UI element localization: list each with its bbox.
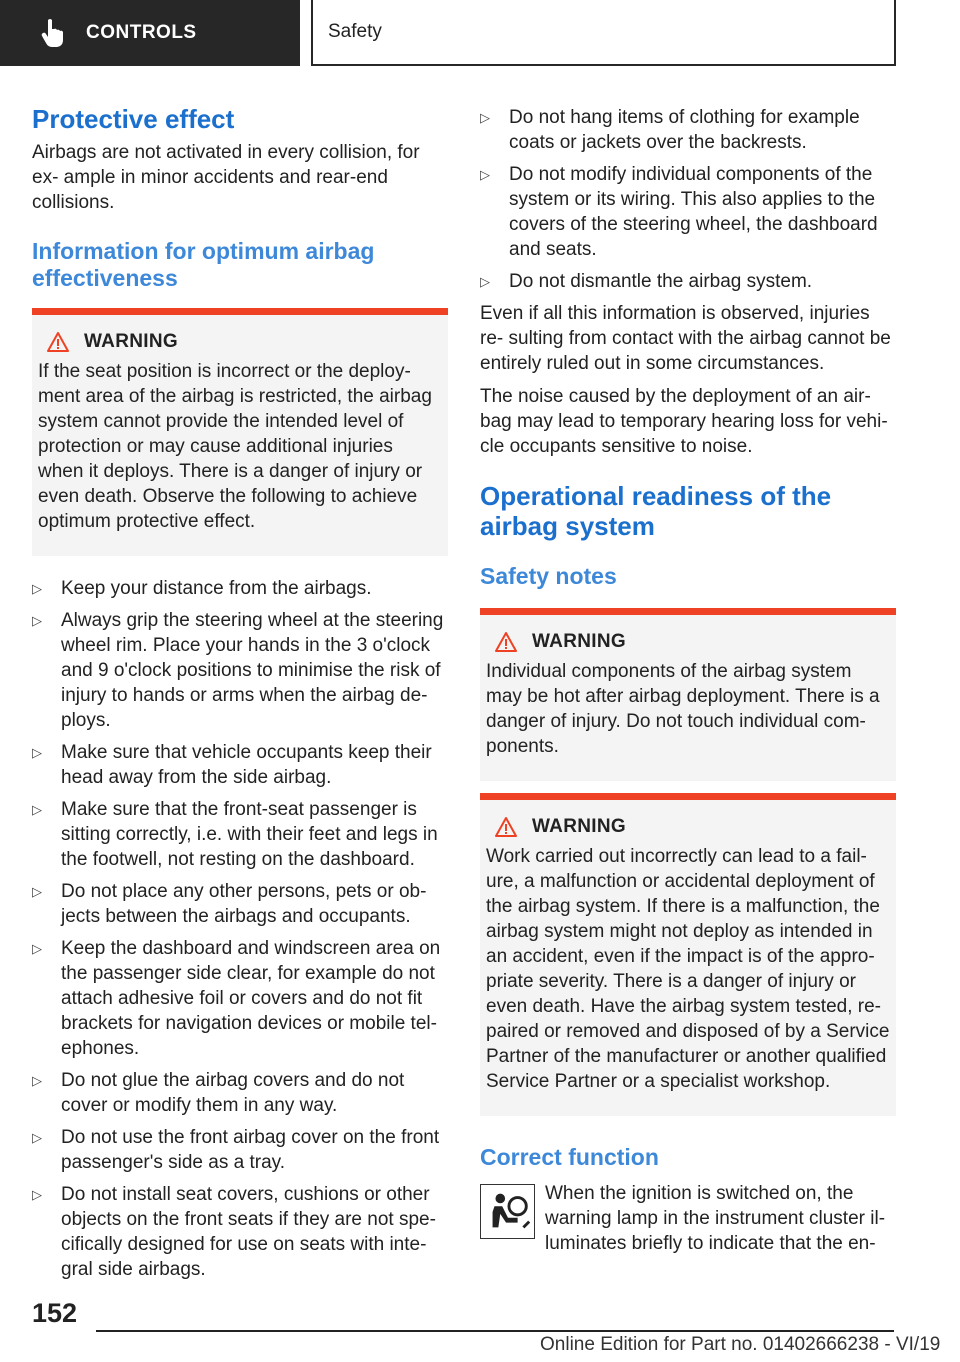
warning-box-seat-position <box>32 308 448 556</box>
list-item-text: Make sure that vehicle occupants keep their head away from the side airbag. <box>61 742 432 788</box>
warning-triangle-icon <box>494 631 518 653</box>
list-item <box>32 1125 448 1175</box>
list-item <box>32 1182 448 1282</box>
list-item-text: Keep your distance from the airbags. <box>61 578 372 599</box>
footer-divider <box>96 1330 894 1332</box>
paragraph-observed: Even if all this information is observed, injuries re‐ sulting from contact with the airbag cannot be entirely ruled out in some circumstances. <box>480 303 891 374</box>
list-item <box>480 269 896 294</box>
page-title: Safety <box>328 21 382 42</box>
warning-triangle-icon <box>494 816 518 838</box>
list-item-text: Do not use the front airbag cover on the front passenger's side as a tray. <box>61 1127 440 1173</box>
warning-header <box>494 631 890 653</box>
bullet-list-right <box>480 105 896 294</box>
warning-text: Work carried out incorrectly can lead to a fail‐ ure, a malfunction or accidental deployment of the airbag system. If there is a malfunction, the airbag system might not deploy as intended in an accident, even if the impact is of the appro‐ priate severity. There is a danger of injury or even death. Have the airbag system tested, re‐ paired or removed and disposed of by a Service Partner of the manufacturer or another qualified Service Partner or a specialist workshop. <box>486 846 890 1092</box>
triangle-bullet-icon: ▷ <box>32 941 42 956</box>
warning-header <box>494 816 890 838</box>
triangle-bullet-icon: ▷ <box>32 1073 42 1088</box>
airbag-warning-lamp-icon <box>480 1184 535 1239</box>
list-item <box>32 576 448 601</box>
warning-header <box>46 331 442 353</box>
bullet-list-left <box>32 576 448 1282</box>
warning-text: Individual components of the airbag system may be hot after airbag deployment. There is a danger of injury. Do not touch individual com‐ ponents. <box>486 661 880 757</box>
hand-pointer-icon <box>40 18 66 48</box>
list-item-text: Make sure that the front-seat passenger is sitting correctly, i.e. with their feet and legs in the footwell, not resting on the dashboard. <box>61 799 438 870</box>
heading-optimum-airbag: Information for optimum airbag effectiveness <box>32 238 375 291</box>
warning-text: If the seat position is incorrect or the deploy‐ ment area of the airbag is restricted, the airbag system cannot provide the intended level of protection or may cause additional injuries when it deploys. There is a danger of injury or even death. Observe the following to achieve optimum protective effect. <box>38 361 432 532</box>
list-item-text: Do not place any other persons, pets or ob‐ jects between the airbags and occupants. <box>61 881 427 927</box>
triangle-bullet-icon: ▷ <box>32 1130 42 1145</box>
heading-operational-readiness: Operational readiness of the airbag system <box>480 481 832 541</box>
list-item-text: Do not install seat covers, cushions or other objects on the front seats if they are not spe‐ cifically designed for use on seats with inte‐ gral side airbags. <box>61 1184 436 1280</box>
paragraph-noise: The noise caused by the deployment of an air‐ bag may lead to temporary hearing loss for vehi‐ cle occupants sensitive to noise. <box>480 386 888 457</box>
paragraph-correct-function: When the ignition is switched on, the warning lamp in the instrument cluster il‐ luminates briefly to indicate that the en‐ <box>545 1183 886 1254</box>
paragraph-protective-effect: Airbags are not activated in every collision, for ex‐ ample in minor accidents and rear-end collisions. <box>32 142 420 213</box>
triangle-bullet-icon: ▷ <box>32 884 42 899</box>
warning-title: WARNING <box>84 331 178 352</box>
triangle-bullet-icon: ▷ <box>480 110 490 125</box>
list-item-text: Always grip the steering wheel at the steering wheel rim. Place your hands in the 3 o'clock and 9 o'clock positions to minimise the risk of injury to hands or arms when the airbag de‐ ploys. <box>61 610 444 731</box>
page-header <box>0 0 960 66</box>
list-item <box>480 105 896 155</box>
triangle-bullet-icon: ▷ <box>32 581 42 596</box>
heading-protective-effect: Protective effect <box>32 104 235 134</box>
list-item-text: Do not modify individual components of the system or its wiring. This also applies to the covers of the steering wheel, the dashboard and seats. <box>509 164 878 260</box>
page-number: 152 <box>32 1298 78 1328</box>
list-item <box>32 608 448 733</box>
triangle-bullet-icon: ▷ <box>32 1187 42 1202</box>
section-tab <box>0 0 300 66</box>
list-item <box>32 740 448 790</box>
triangle-bullet-icon: ▷ <box>32 802 42 817</box>
warning-title: WARNING <box>532 631 626 652</box>
triangle-bullet-icon: ▷ <box>480 167 490 182</box>
correct-function-row <box>480 1181 896 1256</box>
footer-edition-text: Online Edition for Part no. 01402666238 - VI/19 <box>540 1334 941 1355</box>
right-column <box>480 100 896 1256</box>
left-column <box>32 100 448 1289</box>
triangle-bullet-icon: ▷ <box>480 274 490 289</box>
section-tab-label: CONTROLS <box>86 22 197 43</box>
list-item <box>480 162 896 262</box>
warning-box-incorrect-work <box>480 793 896 1116</box>
list-item-text: Do not glue the airbag covers and do not cover or modify them in any way. <box>61 1070 405 1116</box>
triangle-bullet-icon: ▷ <box>32 745 42 760</box>
list-item <box>32 797 448 872</box>
warning-box-hot-components <box>480 608 896 781</box>
warning-title: WARNING <box>532 816 626 837</box>
heading-safety-notes: Safety notes <box>480 563 617 589</box>
list-item <box>32 936 448 1061</box>
list-item <box>32 879 448 929</box>
page-title-tab <box>311 0 896 66</box>
list-item-text: Do not hang items of clothing for example coats or jackets over the backrests. <box>509 107 860 153</box>
warning-triangle-icon <box>46 331 70 353</box>
list-item-text: Do not dismantle the airbag system. <box>509 271 813 292</box>
heading-correct-function: Correct function <box>480 1144 659 1170</box>
list-item-text: Keep the dashboard and windscreen area on the passenger side clear, for example do not attach adhesive foil or covers and do not fit brackets for navigation devices or mobile tel‐ ephones. <box>61 938 441 1059</box>
list-item <box>32 1068 448 1118</box>
triangle-bullet-icon: ▷ <box>32 613 42 628</box>
